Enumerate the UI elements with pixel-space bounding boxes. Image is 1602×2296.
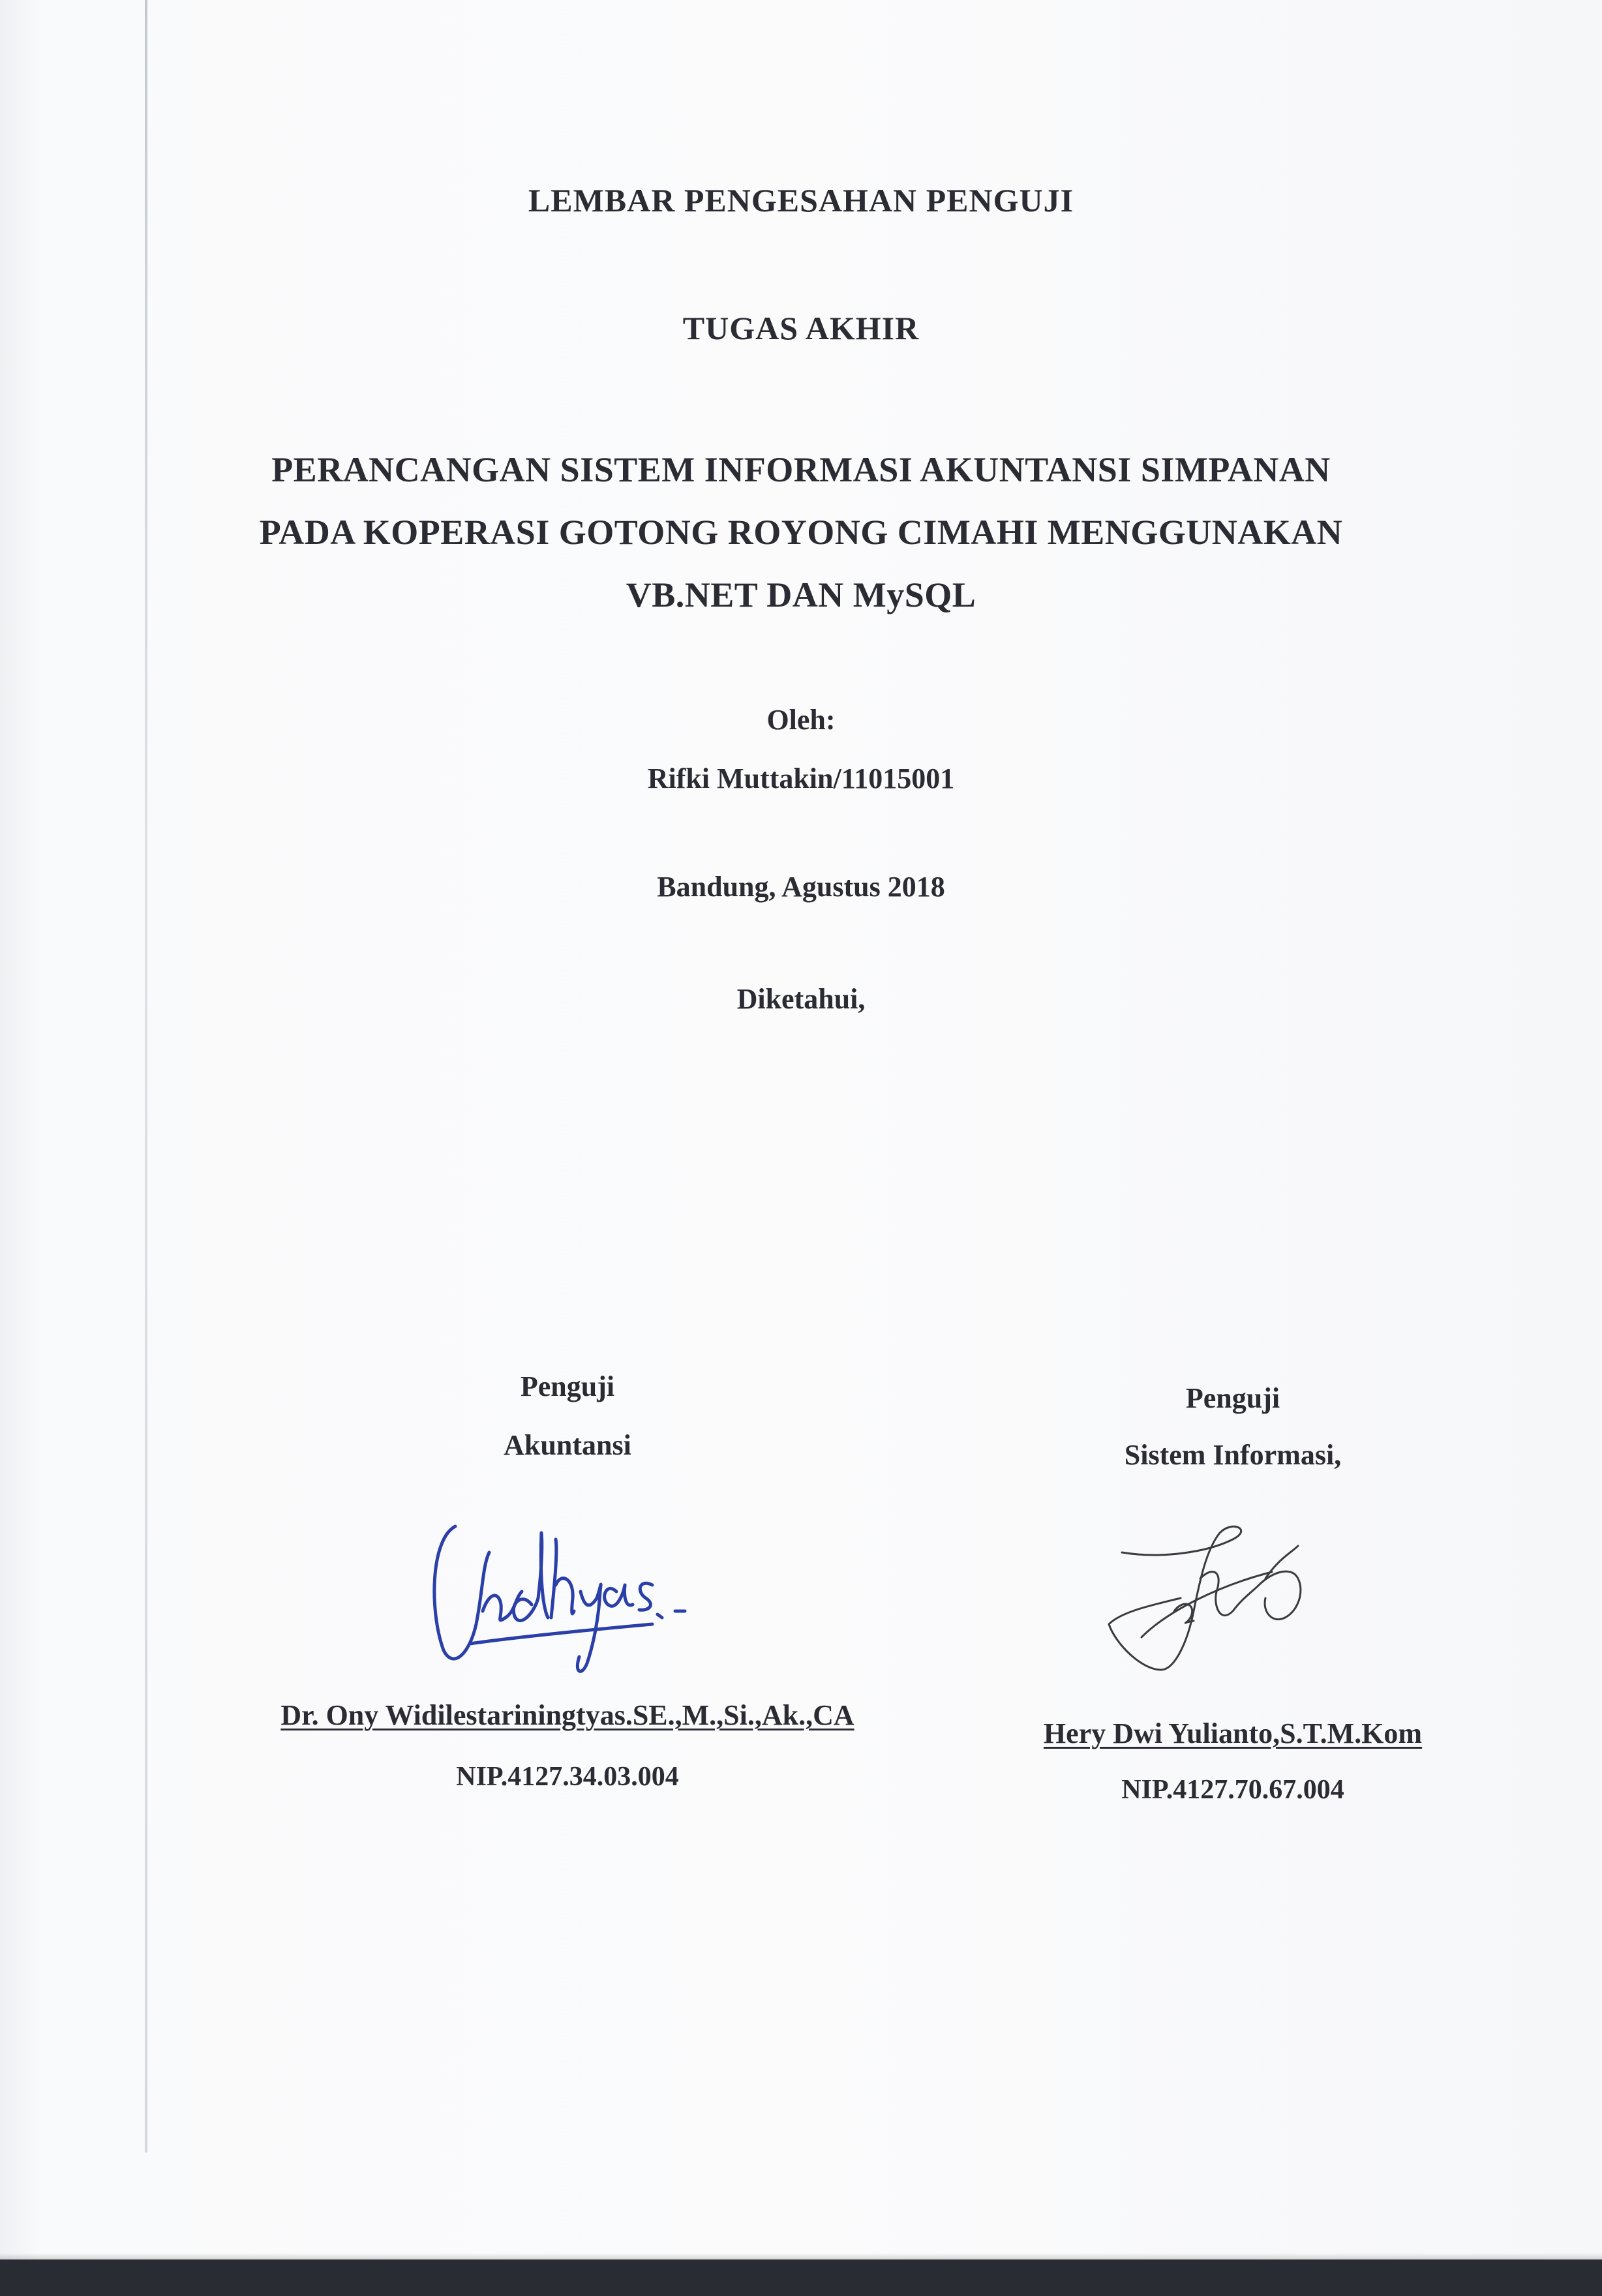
left-examiner-nip: NIP.4127.34.03.004	[456, 1762, 679, 1792]
by-label: Oleh:	[766, 704, 836, 736]
right-signature	[1102, 1513, 1350, 1683]
right-examiner-field: Sistem Informasi,	[1124, 1439, 1342, 1471]
scan-edge-shadow	[0, 2253, 1602, 2259]
thesis-title-line-2: PADA KOPERASI GOTONG ROYONG CIMAHI MENGGUNAKAN	[259, 513, 1343, 552]
thesis-title-line-1: PERANCANGAN SISTEM INFORMASI AKUNTANSI SIMPANAN	[271, 450, 1331, 489]
thesis-title-line-3: VB.NET DAN MySQL	[626, 575, 976, 614]
document-type: TUGAS AKHIR	[682, 310, 920, 346]
right-examiner-role: Penguji	[1185, 1382, 1280, 1414]
left-examiner-role: Penguji	[520, 1370, 615, 1402]
scan-bottom-edge	[0, 2259, 1602, 2296]
page-title: LEMBAR PENGESAHAN PENGUJI	[528, 182, 1074, 219]
right-examiner-name: Hery Dwi Yulianto,S.T.M.Kom	[1043, 1717, 1423, 1749]
place-date: Bandung, Agustus 2018	[657, 871, 945, 903]
left-signature	[417, 1513, 757, 1683]
left-examiner-name: Dr. Ony Widilestariningtyas.SE.,M.,Si.,Ak.,CA	[280, 1699, 854, 1731]
right-examiner-nip: NIP.4127.70.67.004	[1121, 1775, 1344, 1805]
left-examiner-field: Akuntansi	[504, 1429, 631, 1461]
acknowledged-label: Diketahui,	[736, 983, 866, 1015]
author-name: Rifki Muttakin/11015001	[647, 763, 955, 794]
thesis-title	[0, 438, 1602, 626]
